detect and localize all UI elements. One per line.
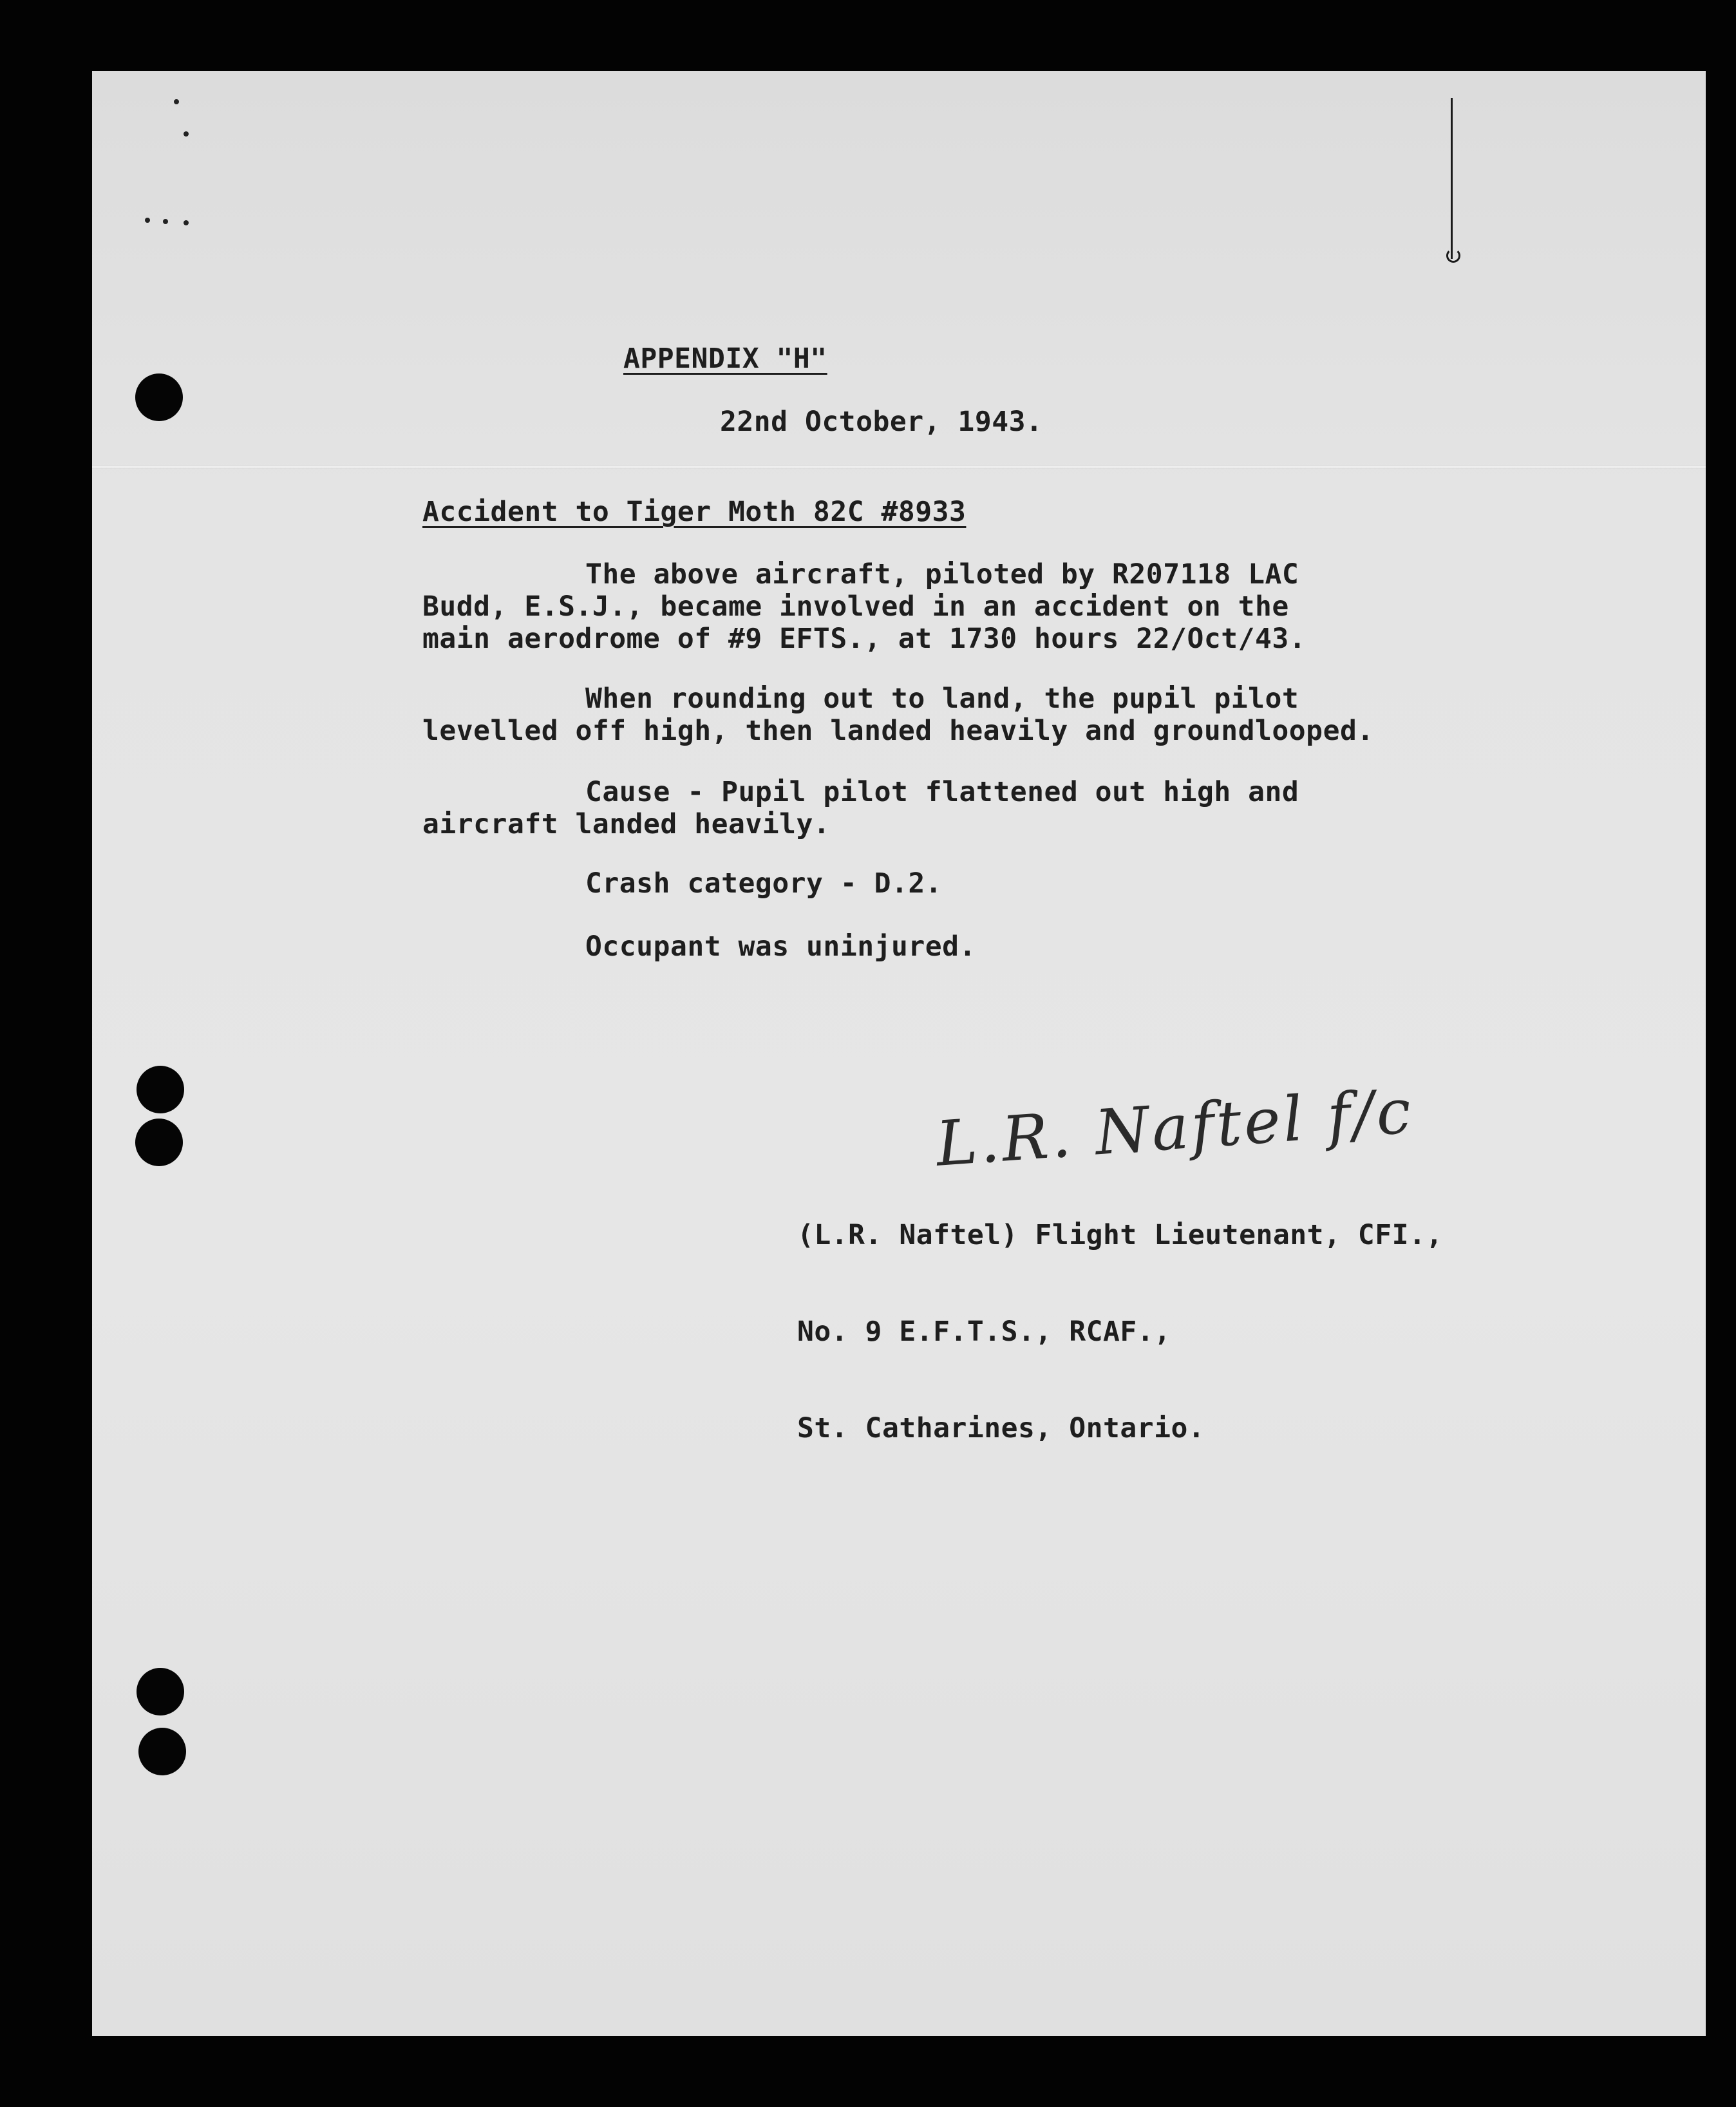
punch-hole [135,373,183,421]
paragraph-landing-description: When rounding out to land, the pupil pilot levelled off high, then landed heavily and groundlooped. [422,683,1374,747]
signature-block [797,1155,1443,1509]
paper-speck [145,218,150,223]
paper-speck [163,219,168,224]
paragraph-crash-category: Crash category - D.2. [585,867,943,900]
signature-line-location: St. Catharines, Ontario. [797,1412,1205,1444]
paragraph-cause: Cause - Pupil pilot flattened out high and aircraft landed heavily. [422,776,1299,840]
punch-hole [138,1728,186,1775]
paper-speck [184,131,189,137]
paper-speck [184,220,189,225]
binder-tab-mark [1451,98,1469,259]
handwritten-signature: L.R. Naftel f/c [933,1075,1416,1180]
paragraph-accident-details: The above aircraft, piloted by R207118 LAC Budd, E.S.J., became involved in an accident on the main aerodrome of #9 EFTS., at 1730 hours 22/Oct/43. [422,558,1307,655]
signature-line-name: (L.R. Naftel) Flight Lieutenant, CFI., [797,1219,1443,1251]
document-page [92,71,1706,2036]
punch-hole [137,1668,184,1715]
paragraph-occupant-status: Occupant was uninjured. [585,931,976,963]
punch-hole [135,1119,183,1166]
document-date: 22nd October, 1943. [720,406,1043,438]
signature-line-unit: No. 9 E.F.T.S., RCAF., [797,1316,1171,1348]
paper-speck [174,99,179,104]
appendix-heading: APPENDIX "H" [623,343,827,375]
paper-fold-line [92,465,1706,469]
punch-hole [137,1066,184,1113]
accident-subject: Accident to Tiger Moth 82C #8933 [422,496,967,528]
